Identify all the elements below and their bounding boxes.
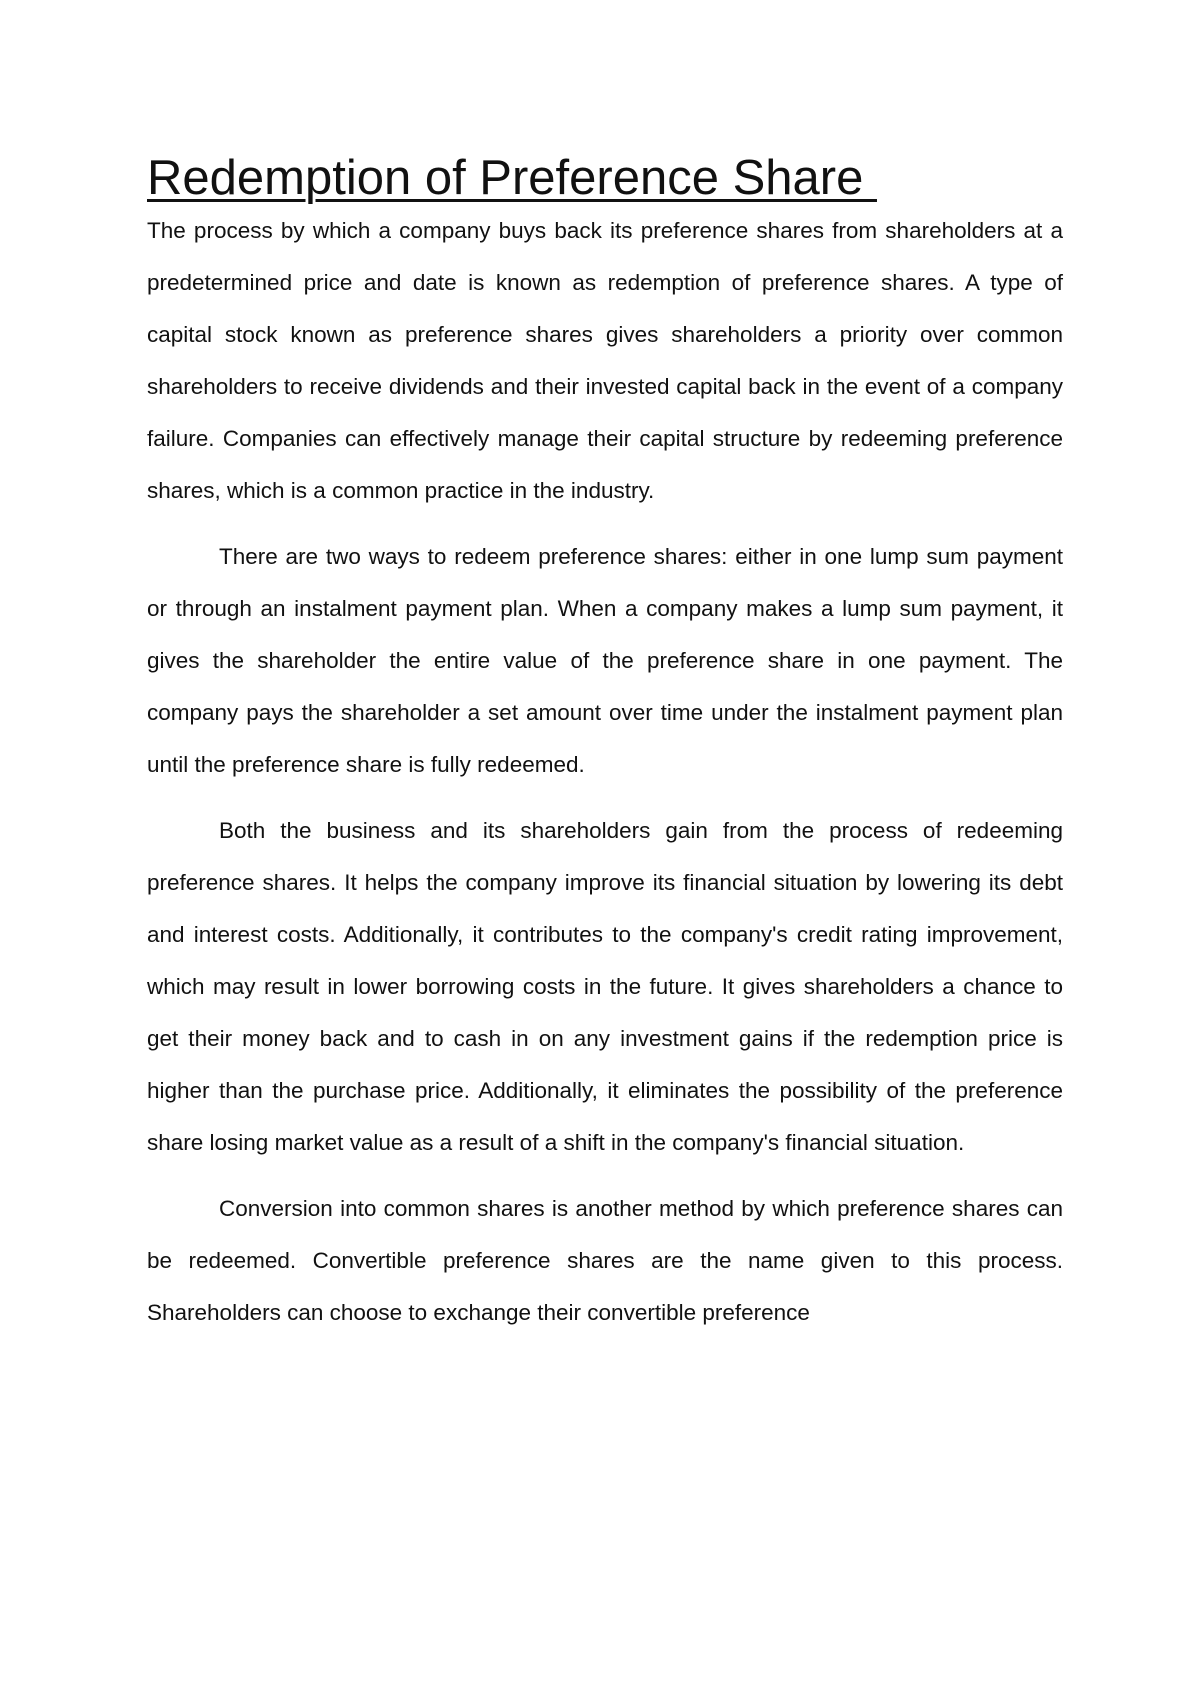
paragraph-3: Both the business and its shareholders gain from the process of redeeming preference shares. It helps the company improve its financial situation by lowering its debt and interest costs. Additionally, it contributes to the company's credit rating improvement, which may result in lower borrowing costs in the future. It gives shareholders a chance to get their money back and to cash in on any investment gains if the redemption price is higher than the purchase price. Additionally, it eliminates the possibility of the preference share losing market value as a result of a shift in the company's financial situation.: [147, 818, 1063, 1155]
paragraph-4: Conversion into common shares is another method by which preference shares can be redeemed. Convertible preference shares are the name given to this process. Shareholders can choose to exchange their convertible preference: [147, 1196, 1063, 1325]
paragraph-1: The process by which a company buys back its preference shares from shareholders at a predetermined price and date is known as redemption of preference shares. A type of capital stock known as preference shares gives shareholders a priority over common shareholders to receive dividends and their invested capital back in the event of a company failure. Companies can effectively manage their capital structure by redeeming preference shares, which is a common practice in the industry.: [147, 218, 1063, 503]
document-body: [147, 150, 1063, 1339]
paragraph-2: There are two ways to redeem preference shares: either in one lump sum payment or through an instalment payment plan. When a company makes a lump sum payment, it gives the shareholder the entire value of the preference share in one payment. The company pays the shareholder a set amount over time under the instalment payment plan until the preference share is fully redeemed.: [147, 544, 1063, 777]
document-title: Redemption of Preference Share: [147, 151, 877, 205]
